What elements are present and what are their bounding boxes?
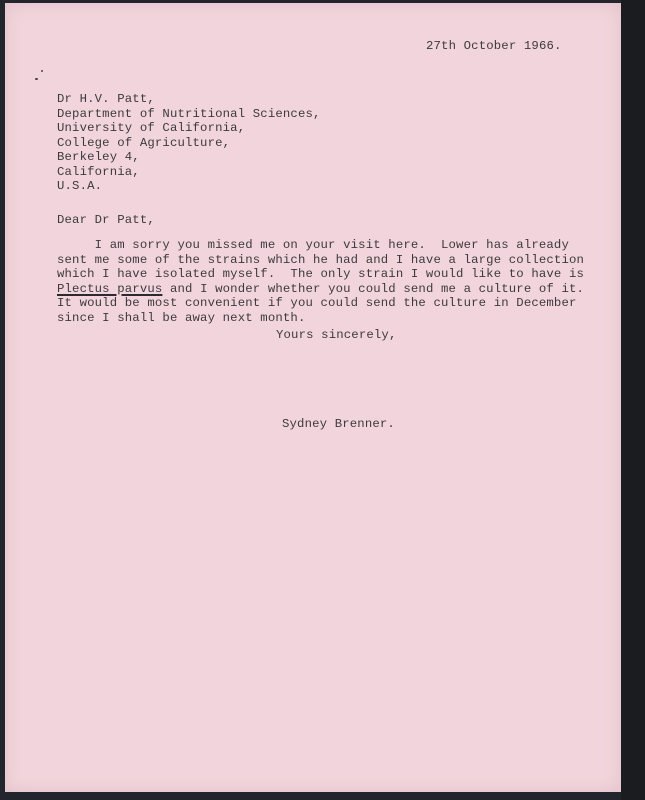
- letter-body: [57, 238, 584, 325]
- recipient-address: [57, 92, 321, 194]
- ink-speck: [41, 70, 43, 72]
- body-line: since I shall be away next month.: [57, 310, 306, 325]
- scan-edge: [621, 0, 645, 800]
- body-line: sent me some of the strains which he had and I have a large collection: [57, 252, 585, 267]
- letter-date: 27th October 1966.: [426, 39, 562, 53]
- body-line: which I have isolated myself. The only strain I would like to have is: [57, 267, 585, 281]
- address-line: College of Agriculture,: [57, 135, 231, 150]
- address-line: University of California,: [57, 121, 246, 135]
- body-line: I am sorry you missed me on your visit here. Lower has already: [57, 238, 569, 252]
- ink-speck: [35, 78, 38, 80]
- body-line: [57, 282, 584, 297]
- address-line: U.S.A.: [57, 179, 103, 193]
- address-line: Berkeley 4,: [57, 150, 140, 164]
- address-line: California,: [57, 164, 140, 179]
- species-name: Plectus parvus: [57, 281, 163, 296]
- address-line: Dr H.V. Patt,: [57, 92, 155, 106]
- body-line-continuation: and I wonder whether you could send me a culture of it.: [162, 281, 585, 296]
- signature: Sydney Brenner.: [282, 417, 395, 431]
- address-line: Department of Nutritional Sciences,: [57, 106, 321, 121]
- salutation: Dear Dr Patt,: [57, 213, 155, 227]
- closing: Yours sincerely,: [276, 328, 397, 342]
- body-line: It would be most convenient if you could send the culture in December: [57, 296, 577, 310]
